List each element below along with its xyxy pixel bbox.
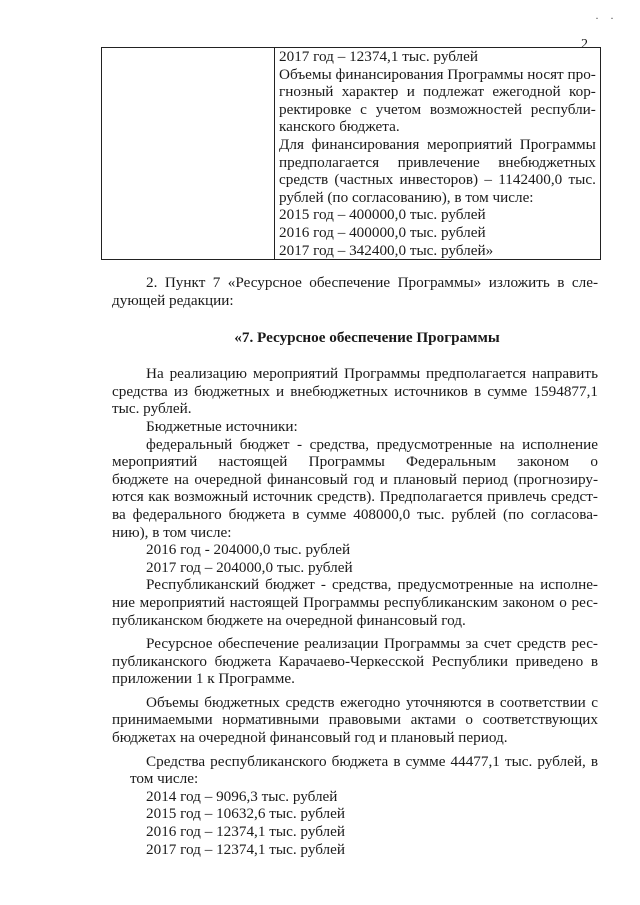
paragraph-line: публиканского бюджета Карачаево-Черкесской Республики приведено в <box>112 652 598 670</box>
paragraph-line: принимаемыми нормативными правовыми актами о соответствующих <box>112 711 598 729</box>
paragraph-line: бюджетах на очередной финансовый год и плановый период. <box>112 729 508 747</box>
paragraph-line: приложении 1 к Программе. <box>112 670 295 688</box>
paragraph-line: Республиканский бюджет - средства, предусмотренные на исполне- <box>146 576 598 594</box>
paragraph-line: том числе: <box>130 770 199 788</box>
paragraph-line: ва федерального бюджета в сумме 408000,0 тыс. рублей (по согласова- <box>112 505 598 523</box>
paragraph-line: тыс. рублей. <box>112 400 192 418</box>
paragraph-line: Бюджетные источники: <box>146 417 298 435</box>
financing-table <box>101 47 601 260</box>
year-line: 2016 год - 204000,0 тыс. рублей <box>146 541 351 559</box>
table-cell-line: 2015 год – 400000,0 тыс. рублей <box>279 206 486 224</box>
table-cell-line: канского бюджета. <box>279 118 400 136</box>
table-cell-line: 2017 год – 342400,0 тыс. рублей» <box>279 241 494 259</box>
year-line: 2017 год – 12374,1 тыс. рублей <box>146 840 346 858</box>
paragraph-line: ние мероприятий настоящей Программы республиканским законом о рес- <box>112 593 598 611</box>
paragraph-line: мероприятий настоящей Программы Федеральным законом о <box>112 453 598 471</box>
paragraph-line: федеральный бюджет - средства, предусмотренные на исполнение <box>146 435 598 453</box>
table-cell-line: средств (частных инвесторов) – 1142400,0 тыс. <box>279 171 596 189</box>
paragraph-line: публиканском бюджете на очередной финансовый год. <box>112 611 466 629</box>
table-right-cell <box>275 48 601 260</box>
table-cell-line: Для финансирования мероприятий Программы <box>279 135 596 153</box>
table-cell-line: ректировке с учетом возможностей республи- <box>279 100 596 118</box>
page-number: 2 <box>581 37 588 52</box>
table-left-cell <box>102 48 275 260</box>
paragraph-line: нию), в том числе: <box>112 523 232 541</box>
section-heading: «7. Ресурсное обеспечение Программы <box>234 329 500 347</box>
year-line: 2016 год – 12374,1 тыс. рублей <box>146 823 346 841</box>
year-line: 2015 год – 10632,6 тыс. рублей <box>146 805 346 823</box>
table-cell-line: предполагается привлечение внебюджетных <box>279 153 596 171</box>
paragraph-line: средства из бюджетных и внебюджетных источников в сумме 1594877,1 <box>112 382 598 400</box>
item2-line: 2. Пункт 7 «Ресурсное обеспечение Программы» изложить в сле- <box>146 274 598 291</box>
paragraph-line: Средства республиканского бюджета в сумме 44477,1 тыс. рублей, в <box>146 752 598 770</box>
year-line: 2017 год – 204000,0 тыс. рублей <box>146 558 353 576</box>
document-body <box>112 274 598 858</box>
paragraph-line: бюджете на очередной финансовый год и плановый период (прогнозиру- <box>112 470 598 488</box>
table-row <box>102 48 601 260</box>
year-line: 2014 год – 9096,3 тыс. рублей <box>146 787 338 805</box>
table-cell-line: 2016 год – 400000,0 тыс. рублей <box>279 223 486 241</box>
paragraph-line: ются как возможный источник средств). Предполагается привлечь средст- <box>112 488 598 506</box>
paragraph-line: Ресурсное обеспечение реализации Программы за счет средств рес- <box>146 635 598 653</box>
table-cell-line: рублей (по согласованию), в том числе: <box>279 188 534 206</box>
corner-scan-mark: · · <box>595 11 618 25</box>
paragraph-line: Объемы бюджетных средств ежегодно уточняются в соответствии с <box>146 693 598 711</box>
table-cell-line: Объемы финансирования Программы носят про- <box>279 65 596 83</box>
table-cell-line: гнозный характер и подлежат ежегодной кор- <box>279 83 596 101</box>
item2-line: дующей редакции: <box>112 291 234 309</box>
paragraph-line: На реализацию мероприятий Программы предполагается направить <box>146 365 598 383</box>
table-cell-line: 2017 год – 12374,1 тыс. рублей <box>279 48 479 65</box>
